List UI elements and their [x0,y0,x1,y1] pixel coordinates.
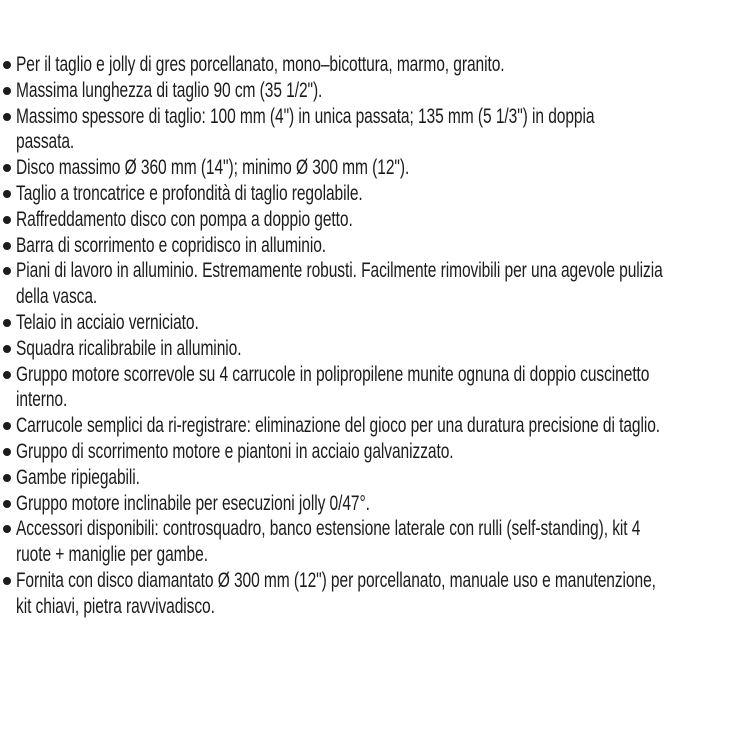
feature-line: Fornita con disco diamantato Ø 300 mm (12") per porcellanato, manuale uso e manutenzione, [16,568,656,592]
feature-item [0,181,735,207]
feature-item [0,413,735,439]
feature-line: Raffreddamento disco con pompa a doppio getto. [16,207,353,231]
feature-item [0,568,735,620]
bullet-icon [3,577,11,585]
bullet-icon [3,345,11,353]
feature-line: Per il taglio e jolly di gres porcellanato, mono–bicottura, marmo, granito. [16,53,505,76]
feature-item [0,207,735,233]
bullet-icon [3,319,11,327]
feature-item [0,155,735,181]
feature-list [0,52,735,620]
feature-line: Gruppo motore scorrevole su 4 carrucole in polipropilene munite ognuna di doppio cuscinetto [16,362,650,386]
feature-line: Gruppo motore inclinabile per esecuzioni jolly 0/47°. [16,491,370,515]
feature-line: Massima lunghezza di taglio 90 cm (35 1/2"). [16,78,323,102]
feature-line: Piani di lavoro in alluminio. Estremamente robusti. Facilmente rimovibili per una agevole pulizia [16,259,663,283]
feature-line: Disco massimo Ø 360 mm (14"); minimo Ø 300 mm (12"). [16,156,410,180]
feature-item [0,362,735,414]
feature-line: Barra di scorrimento e copridisco in alluminio. [16,233,327,257]
bullet-icon [3,267,11,275]
bullet-icon [3,500,11,508]
bullet-icon [3,164,11,172]
bullet-icon [3,525,11,533]
bullet-icon [3,216,11,224]
feature-line: Accessori disponibili: controsquadro, banco estensione laterale con rulli (self-standing), kit 4 [16,517,641,541]
bullet-icon [3,422,11,430]
bullet-icon [3,61,11,69]
feature-line: Gambe ripiegabili. [16,465,140,489]
feature-item [0,491,735,517]
feature-line: Massimo spessore di taglio: 100 mm (4") in unica passata; 135 mm (5 1/3") in doppia [16,104,595,128]
feature-item [0,52,735,78]
feature-line: Taglio a troncatrice e profondità di taglio regolabile. [16,181,363,205]
feature-item [0,516,735,568]
bullet-icon [3,242,11,250]
feature-item [0,439,735,465]
feature-line: Squadra ricalibrabile in alluminio. [16,336,242,360]
bullet-icon [3,87,11,95]
feature-line: interno. [16,388,68,412]
feature-line: Carrucole semplici da ri-registrare: eliminazione del gioco per una duratura precisione di taglio. [16,414,661,438]
feature-line: passata. [16,130,75,154]
feature-line: kit chiavi, pietra ravvivadisco. [16,594,215,618]
feature-document [0,52,735,620]
bullet-icon [3,448,11,456]
feature-item [0,336,735,362]
feature-item [0,258,735,310]
feature-item [0,465,735,491]
feature-line: Telaio in acciaio verniciato. [16,310,199,334]
feature-item [0,104,735,156]
feature-line: della vasca. [16,285,98,309]
feature-item [0,233,735,259]
bullet-icon [3,113,11,121]
bullet-icon [3,474,11,482]
feature-line: ruote + maniglie per gambe. [16,543,208,567]
feature-item [0,310,735,336]
bullet-icon [3,371,11,379]
feature-item [0,78,735,104]
feature-line: Gruppo di scorrimento motore e piantoni in acciaio galvanizzato. [16,439,454,463]
bullet-icon [3,190,11,198]
